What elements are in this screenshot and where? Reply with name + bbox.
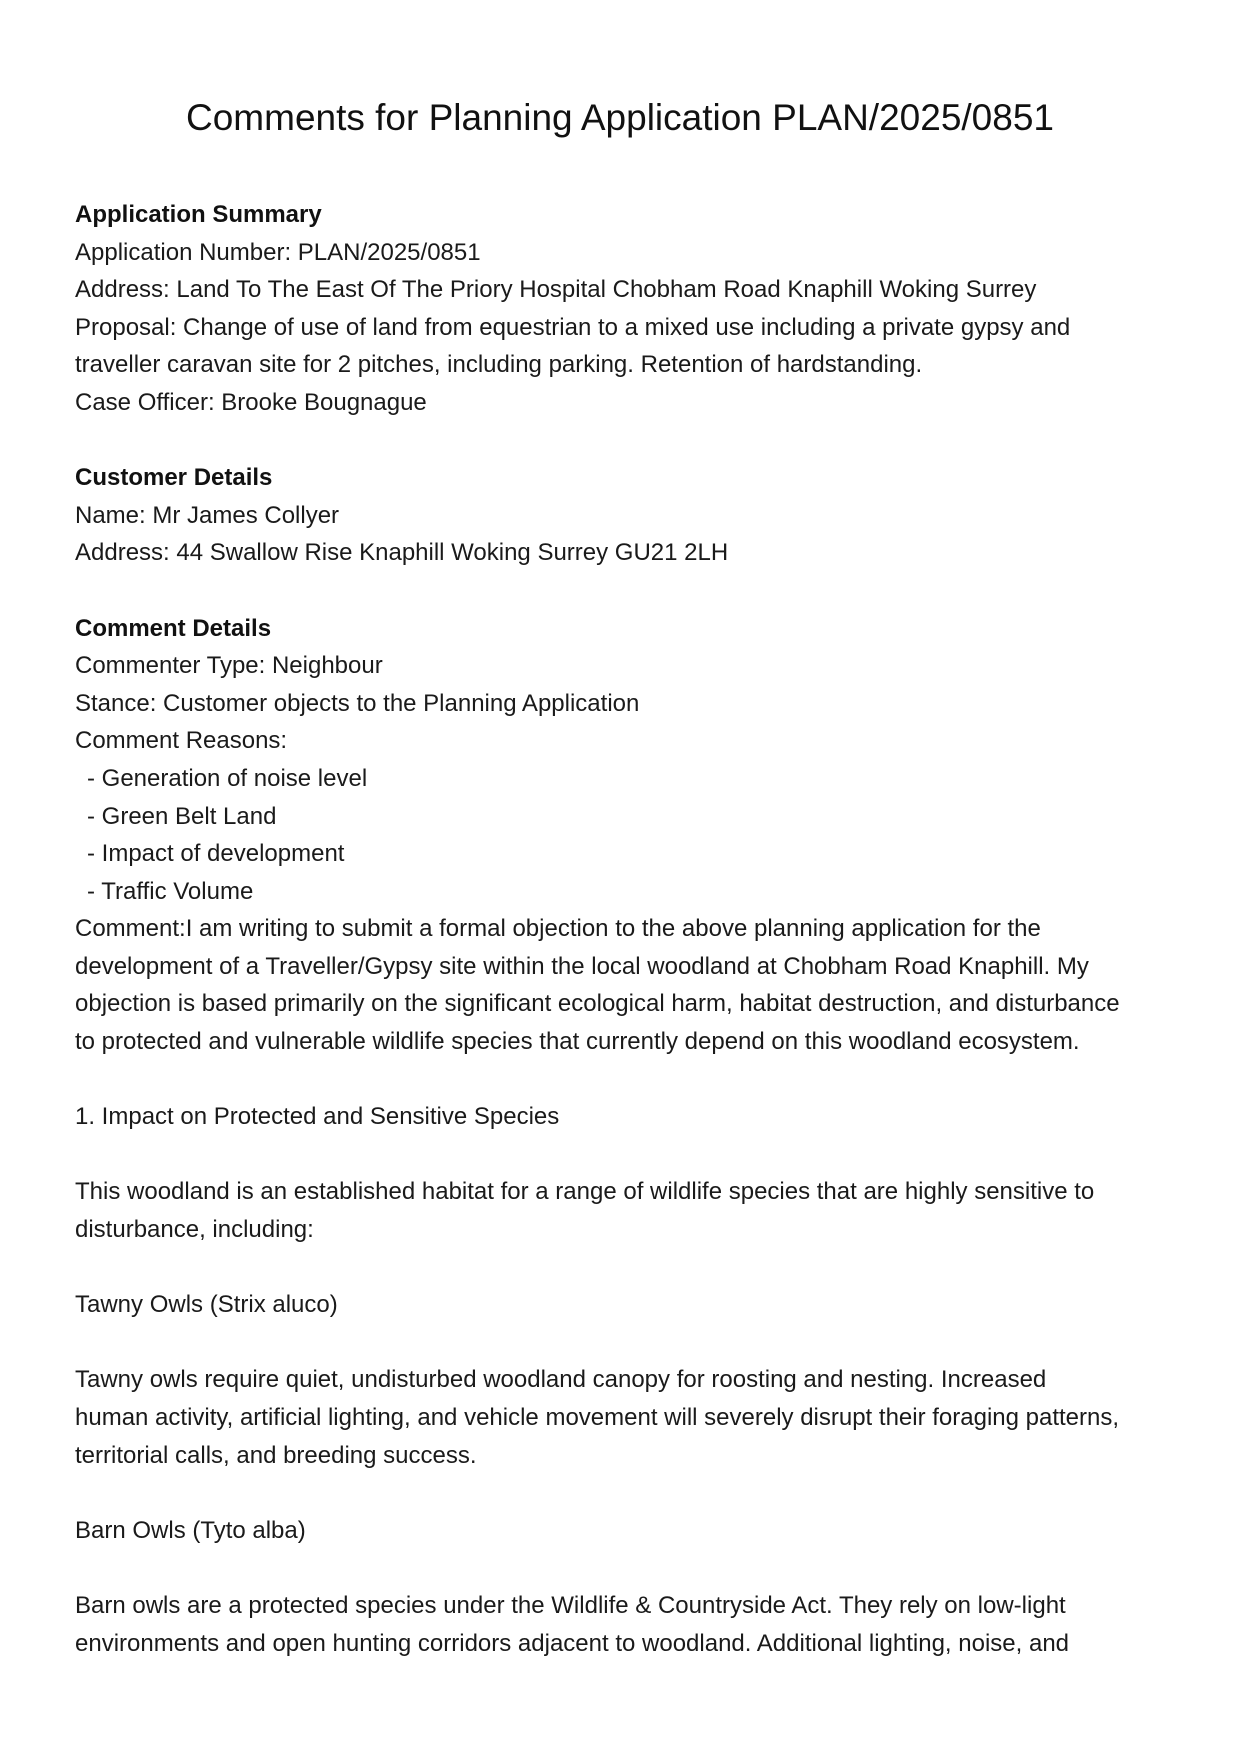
spacer <box>75 1249 1175 1287</box>
tawny-owls-text-line: territorial calls, and breeding success. <box>75 1441 477 1469</box>
application-summary-section <box>75 196 1175 422</box>
customer-name: Name: Mr James Collyer <box>75 501 340 529</box>
comment-text-line: development of a Traveller/Gypsy site within the local woodland at Chobham Road Knaphill. My <box>75 952 1089 980</box>
comment-reason-item: - Impact of development <box>87 840 345 868</box>
stance: Stance: Customer objects to the Planning Application <box>75 689 640 717</box>
spacer <box>75 1474 1175 1512</box>
spacer <box>75 1549 1175 1587</box>
proposal-line: traveller caravan site for 2 pitches, including parking. Retention of hardstanding. <box>75 351 923 379</box>
document-title: Comments for Planning Application PLAN/2025/0851 <box>186 97 1054 138</box>
spacer <box>75 1061 1175 1099</box>
tawny-owls-text-line: human activity, artificial lighting, and vehicle movement will severely disrupt their foraging patterns, <box>75 1404 1120 1431</box>
comment-text-line: to protected and vulnerable wildlife species that currently depend on this woodland ecosystem. <box>75 1028 1080 1056</box>
application-summary-heading: Application Summary <box>75 201 322 228</box>
customer-address: Address: 44 Swallow Rise Knaphill Woking Surrey GU21 2LH <box>75 539 729 567</box>
application-address: Address: Land To The East Of The Priory Hospital Chobham Road Knaphill Woking Surrey <box>75 276 1037 304</box>
spacer <box>75 1136 1175 1174</box>
comment-text-line: objection is based primarily on the significant ecological harm, habitat destruction, and disturbance <box>75 990 1120 1018</box>
barn-owls-heading: Barn Owls (Tyto alba) <box>75 1516 306 1544</box>
document-body <box>75 196 1175 1662</box>
spacer <box>75 572 1175 610</box>
barn-owls-text-line: environments and open hunting corridors adjacent to woodland. Additional lighting, noise, and <box>75 1629 1070 1657</box>
spacer <box>75 422 1175 460</box>
proposal-line: Proposal: Change of use of land from equestrian to a mixed use including a private gypsy and <box>75 313 1071 341</box>
comment-details-heading: Comment Details <box>75 614 272 642</box>
comment-reason-item: - Green Belt Land <box>87 802 277 830</box>
comment-details-section <box>75 610 1175 1663</box>
comment-reason-item: - Generation of noise level <box>87 764 368 792</box>
comment-reasons-label: Comment Reasons: <box>75 727 288 755</box>
commenter-type: Commenter Type: Neighbour <box>75 652 383 680</box>
tawny-owls-heading: Tawny Owls (Strix aluco) <box>75 1291 338 1319</box>
comment-reason-item: - Traffic Volume <box>87 877 254 905</box>
spacer <box>75 1324 1175 1362</box>
section-1-intro-line: This woodland is an established habitat for a range of wildlife species that are highly sensitive to <box>75 1178 1095 1206</box>
case-officer: Case Officer: Brooke Bougnague <box>75 388 427 416</box>
comment-text-line: Comment:I am writing to submit a formal objection to the above planning application for the <box>75 915 1041 943</box>
section-1-intro-line: disturbance, including: <box>75 1216 314 1244</box>
section-1-heading: 1. Impact on Protected and Sensitive Species <box>75 1103 560 1131</box>
customer-details-heading: Customer Details <box>75 464 273 492</box>
application-number: Application Number: PLAN/2025/0851 <box>75 238 481 266</box>
customer-details-section <box>75 459 1175 572</box>
barn-owls-text-line: Barn owls are a protected species under the Wildlife & Countryside Act. They rely on low-light <box>75 1591 1066 1619</box>
tawny-owls-text-line: Tawny owls require quiet, undisturbed woodland canopy for roosting and nesting. Increased <box>75 1366 1047 1394</box>
